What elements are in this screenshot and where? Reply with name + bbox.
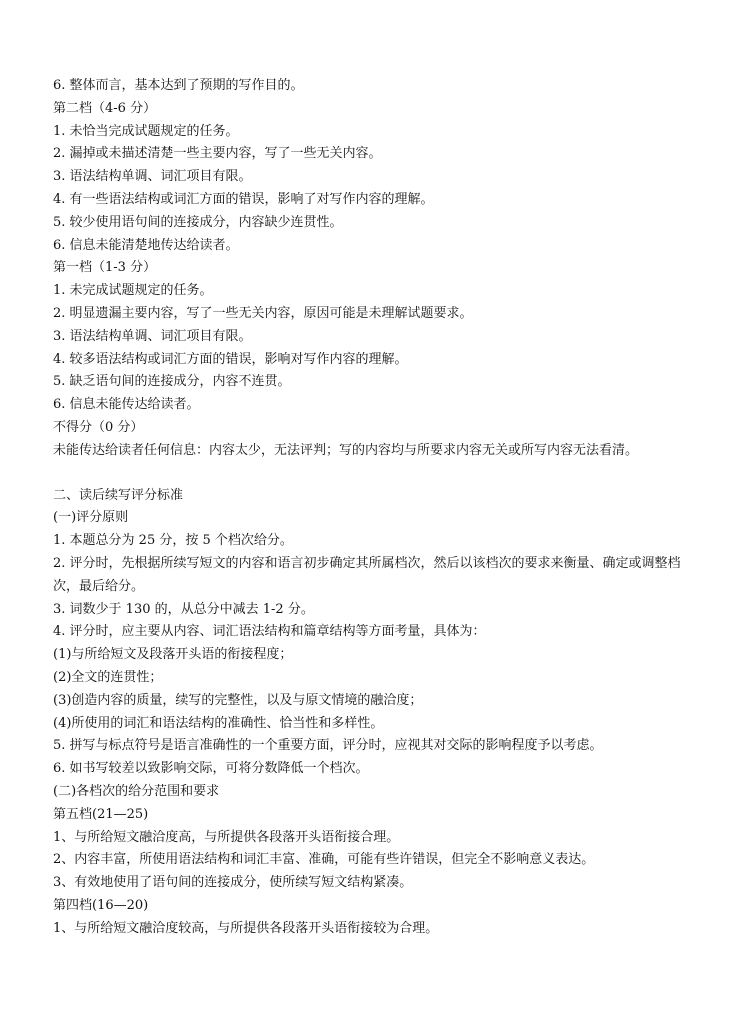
principle-item: 3. 词数少于 130 的，从总分中减去 1-2 分。 [53,601,314,617]
subsection-heading: (一)评分原则 [53,510,129,526]
level-heading: 第四档(16—20) [53,897,149,913]
section-gap [53,463,703,485]
criterion-line: 3. 语法结构单调、词汇项目有限。 [53,328,252,344]
criterion-line: 1. 未恰当完成试题规定的任务。 [53,123,239,139]
criterion-line: 4. 有一些语法结构或词汇方面的错误，影响了对写作内容的理解。 [53,191,434,207]
principle-subitem: (1)与所给短文及段落开头语的衔接程度； [53,647,293,663]
principle-item: 5. 拼写与标点符号是语言准确性的一个重要方面，评分时，应视其对交际的影响程度予以考虑。 [53,738,603,754]
criterion-line: 6. 整体而言，基本达到了预期的写作目的。 [53,78,304,93]
principle-item: 4. 评分时，应主要从内容、词汇语法结构和篇章结构等方面考量，具体为： [53,624,486,640]
criterion-line: 2. 漏掉或未描述清楚一些主要内容，写了一些无关内容。 [53,146,382,162]
level-heading: 第五档(21—25) [53,806,149,822]
criterion-line: 5. 缺乏语句间的连接成分，内容不连贯。 [53,374,291,390]
level-heading: 不得分（0 分） [53,419,144,435]
criterion-line: 5. 较少使用语句间的连接成分，内容缺少连贯性。 [53,214,343,230]
principle-item: 1. 本题总分为 25 分，按 5 个档次给分。 [53,533,293,549]
subsection-heading: (二)各档次的给分范围和要求 [53,783,220,799]
principle-subitem: (4)所使用的词汇和语法结构的准确性、恰当性和多样性。 [53,715,384,731]
criterion-line: 3. 语法结构单调、词汇项目有限。 [53,169,252,185]
level-heading: 第一档（1-3 分） [53,260,157,276]
level-item: 1、与所给短文融洽度较高，与所提供各段落开头语衔接较为合理。 [53,920,439,936]
document-page [53,75,703,940]
criterion-line: 1. 未完成试题规定的任务。 [53,283,213,299]
principle-item: 2. 评分时，先根据所续写短文的内容和语言初步确定其所属档次，然后以该档次的要求来衡量、确定或调整档次，最后给分。 [53,555,681,594]
criterion-line: 4. 较多语法结构或词汇方面的错误，影响对写作内容的理解。 [53,351,408,367]
principle-subitem: (3)创造内容的质量，续写的完整性，以及与原文情境的融洽度； [53,692,423,708]
level-heading: 第二档（4-6 分） [53,100,157,116]
criterion-line: 未能传达给读者任何信息：内容太少，无法评判；写的内容均与所要求内容无关或所写内容无法看清。 [53,442,639,458]
criterion-line: 2. 明显遗漏主要内容，写了一些无关内容，原因可能是未理解试题要求。 [53,305,473,321]
criterion-line: 6. 信息未能传达给读者。 [53,397,200,413]
level-item: 1、与所给短文融洽度高，与所提供各段落开头语衔接合理。 [53,829,400,845]
section-heading: 二、读后续写评分标准 [53,487,184,503]
level-item: 3、有效地使用了语句间的连接成分，使所续写短文结构紧凑。 [53,875,413,891]
principle-item: 6. 如书写较差以致影响交际，可将分数降低一个档次。 [53,761,369,777]
principle-subitem: (2)全文的连贯性； [53,669,163,685]
criterion-line: 6. 信息未能清楚地传达给读者。 [53,237,239,253]
level-item: 2、内容丰富，所使用语法结构和词汇丰富、准确，可能有些许错误，但完全不影响意义表达。 [53,852,595,868]
